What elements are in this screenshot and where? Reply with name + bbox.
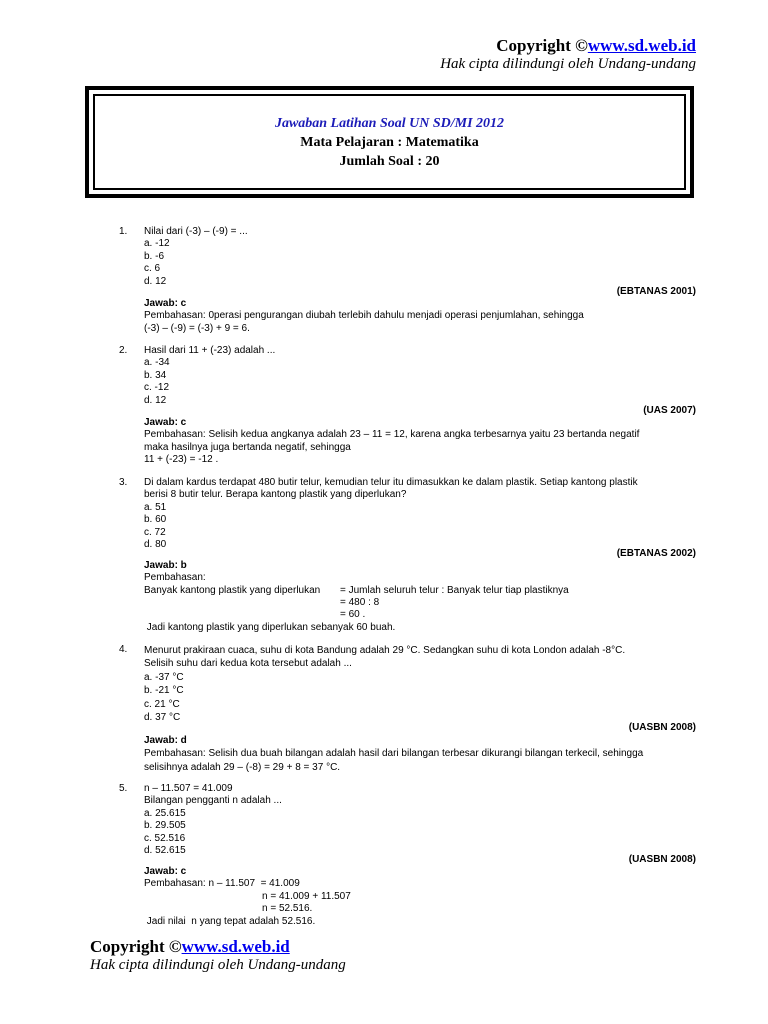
question-source: (UASBN 2008) [628,854,696,865]
option-b: b. 29.505 [144,820,186,832]
title-line-3: Jumlah Soal : 20 [339,153,440,169]
option-b: b. 34 [144,369,167,381]
question-number: 5. [119,783,128,794]
question-source: (EBTANAS 2001) [616,286,696,297]
option-d: d. 52.615 [144,845,186,857]
question-text: n – 11.507 = 41.009 [144,783,233,794]
option-d: d. 80 [144,539,167,551]
title-line-1: Jawaban Latihan Soal UN SD/MI 2012 [274,115,505,131]
question-number: 4. [119,644,128,655]
title-box [85,86,694,198]
explanation-head: Pembahasan: [144,572,206,584]
calc-line: n = 52.516. [262,903,313,915]
option-d: d. 12 [144,394,167,406]
answer-label: Jawab: b [144,560,187,571]
option-b: b. 60 [144,514,167,526]
option-c: c. 52.516 [144,832,186,844]
explanation-line: 11 + (-23) = -12 . [144,454,219,466]
option-a: a. -37 °C [144,671,184,683]
question-number: 3. [119,477,128,488]
explanation-line: (-3) – (-9) = (-3) + 9 = 6. [144,322,250,334]
option-d: d. 37 °C [144,712,181,724]
question-text: Menurut prakiraan cuaca, suhu di kota Bandung adalah 29 °C. Sedangkan suhu di kota London adalah -8°C. [144,645,626,656]
answer-label: Jawab: c [144,298,187,309]
question-text: berisi 8 butir telur. Berapa kantong plastik yang diperlukan? [144,489,407,501]
answer-label: Jawab: c [144,417,187,428]
question-number: 2. [119,345,128,356]
explanation-head: Pembahasan: n – 11.507 = 41.009 [144,878,300,890]
question-source: (UAS 2007) [643,405,696,416]
explanation-line: Pembahasan: Selisih kedua angkanya adalah 23 – 11 = 12, karena angka terbesarnya yaitu 23 bertanda negatif [144,429,640,441]
option-c: c. 6 [144,263,161,275]
header-copyright [496,36,696,56]
option-a: a. -12 [144,238,170,250]
calc-left: Banyak kantong plastik yang diperlukan [144,584,321,596]
option-d: d. 12 [144,275,167,287]
calc-right-line: = 60 . [340,608,366,620]
question-text: Hasil dari 11 + (-23) adalah ... [144,345,276,356]
question-number: 1. [119,226,128,237]
header-copyright-link[interactable]: www.sd.web.id [587,36,696,55]
explanation-line: selisihnya adalah 29 – (-8) = 29 + 8 = 37 °C. [144,761,341,773]
calc-right-line: = Jumlah seluruh telur : Banyak telur tiap plastiknya [340,584,569,596]
option-a: a. 51 [144,501,167,513]
answer-label: Jawab: d [144,735,187,746]
conclusion: Jadi nilai n yang tepat adalah 52.516. [144,915,316,927]
footer-copyright-prefix: Copyright © [90,937,182,956]
explanation-line: Pembahasan: 0perasi pengurangan diubah terlebih dahulu menjadi operasi penjumlahan, sehingga [144,310,584,322]
title-line-2: Mata Pelajaran : Matematika [300,134,479,150]
option-c: c. 21 °C [144,698,180,710]
question-text: Nilai dari (-3) – (-9) = ... [144,226,248,237]
explanation-line: maka hasilnya juga bertanda negatif, sehingga [144,441,351,453]
footer-subtitle: Hak cipta dilindungi oleh Undang-undang [90,957,346,973]
calc-right-line: = 480 : 8 [340,596,380,608]
footer-copyright [90,937,290,957]
option-c: c. -12 [144,382,170,394]
question-source: (EBTANAS 2002) [616,548,696,559]
header-copyright-prefix: Copyright © [496,36,588,55]
calc-line: n = 41.009 + 11.507 [262,890,351,902]
option-b: b. -6 [144,250,165,262]
explanation-line: Pembahasan: Selisih dua buah bilangan adalah hasil dari bilangan terbesar dikurangi bilangan terkecil, sehingga [144,748,644,760]
question-text: Selisih suhu dari kedua kota tersebut adalah ... [144,658,352,670]
footer-copyright-link[interactable]: www.sd.web.id [181,937,290,956]
option-a: a. 25.615 [144,807,186,819]
header-subtitle: Hak cipta dilindungi oleh Undang-undang [440,56,696,72]
option-a: a. -34 [144,357,170,369]
answer-label: Jawab: c [144,866,187,877]
conclusion: Jadi kantong plastik yang diperlukan sebanyak 60 buah. [144,621,396,633]
question-source: (UASBN 2008) [628,722,696,733]
question-text: Di dalam kardus terdapat 480 butir telur, kemudian telur itu dimasukkan ke dalam plastik. Setiap kantong plastik [144,477,638,488]
question-text: Bilangan pengganti n adalah ... [144,795,282,807]
option-b: b. -21 °C [144,685,184,697]
option-c: c. 72 [144,526,166,538]
